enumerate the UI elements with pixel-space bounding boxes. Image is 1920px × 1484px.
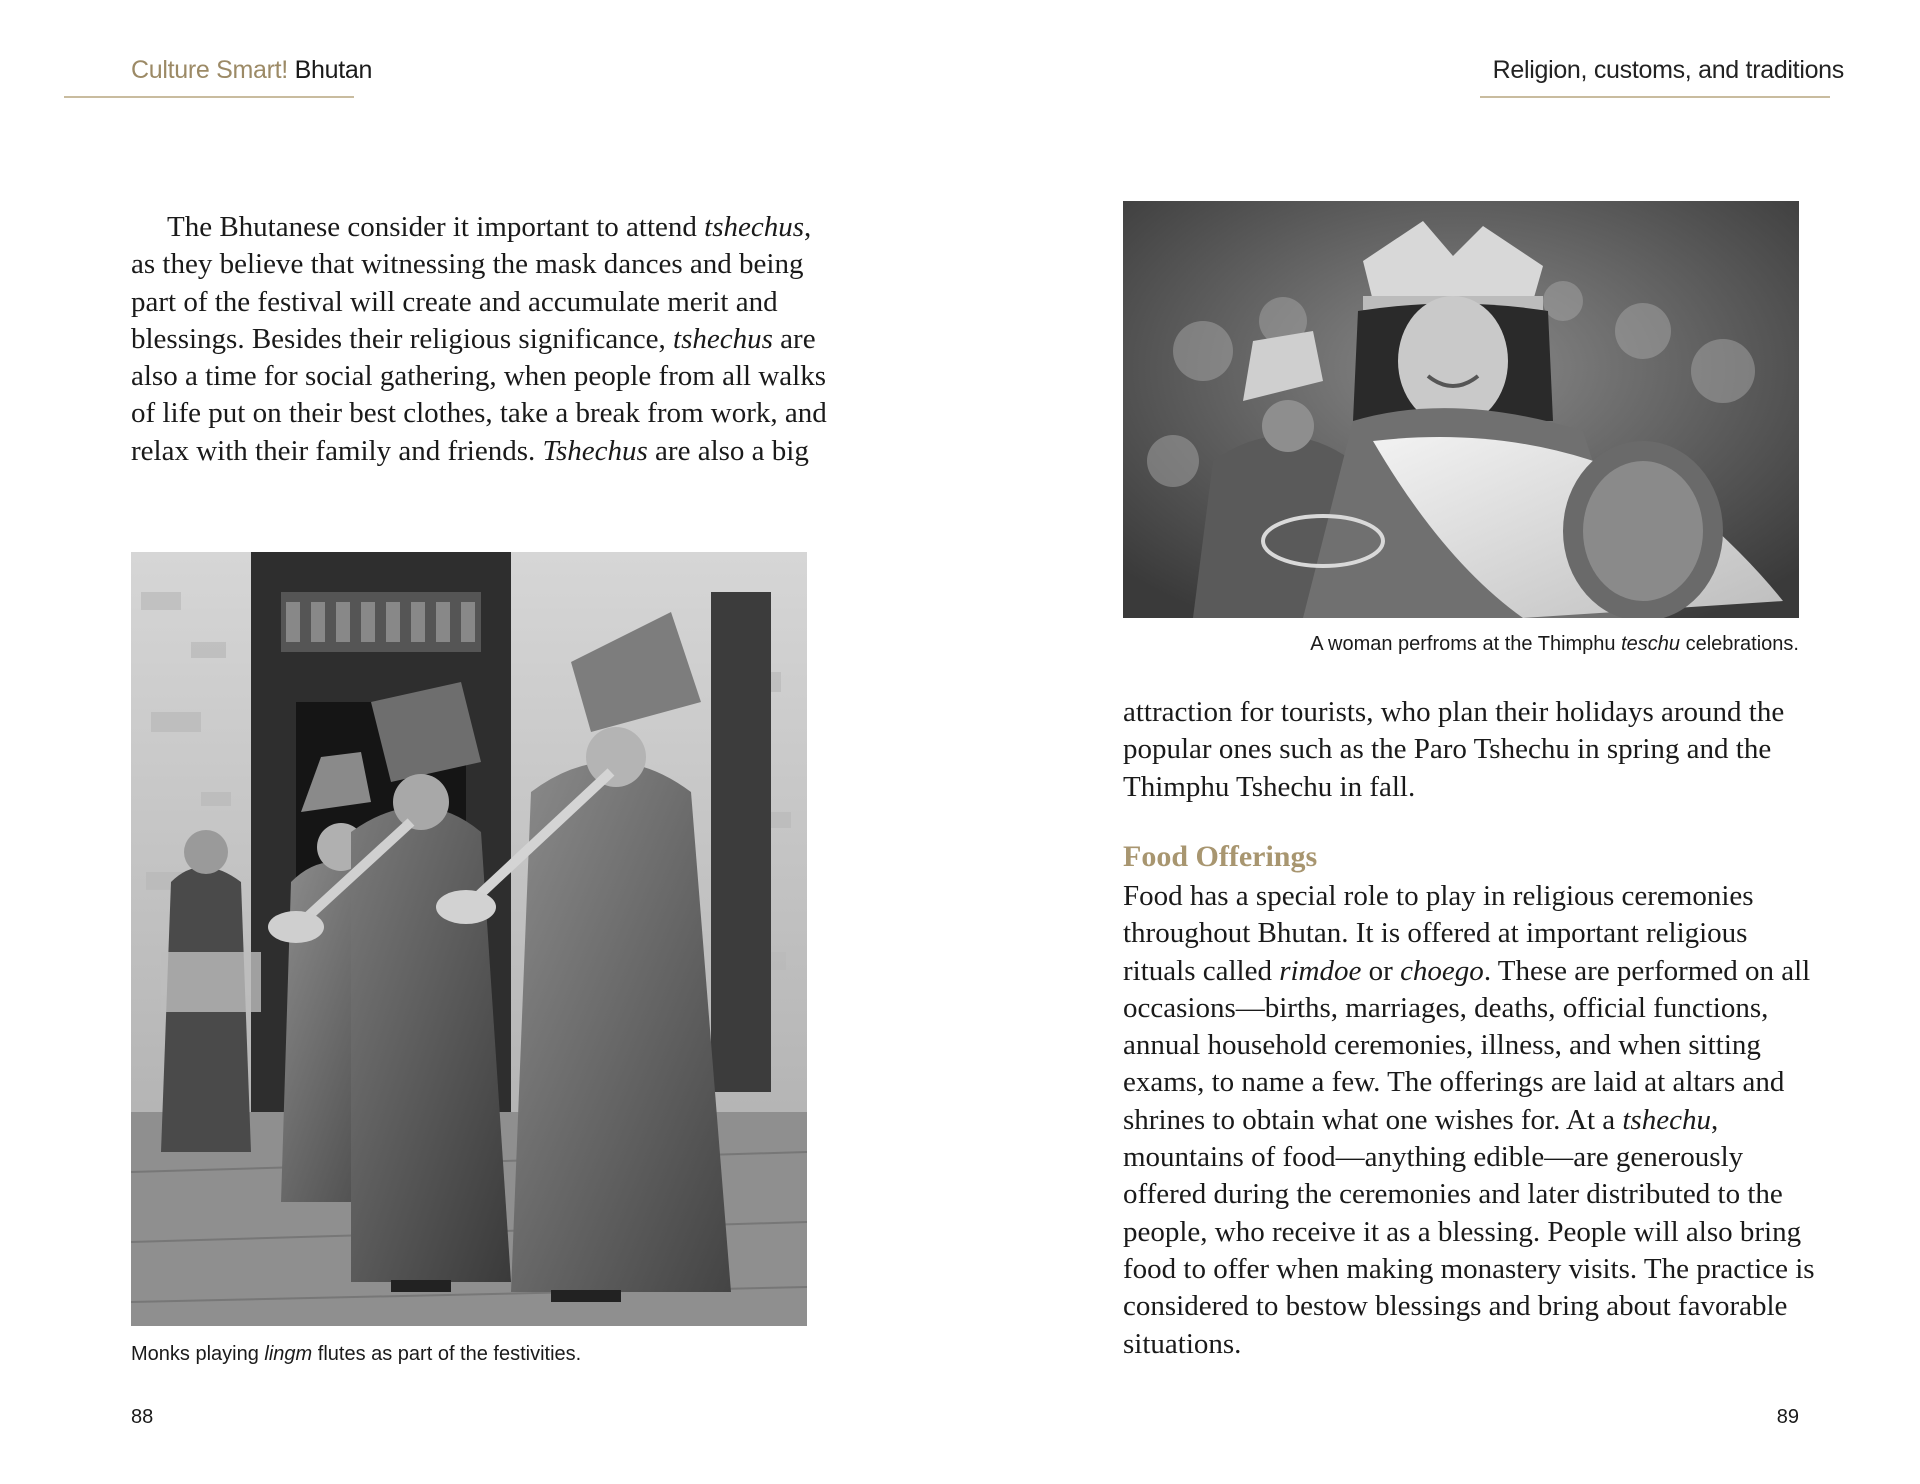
- caption-italic-term: teschu: [1621, 633, 1681, 655]
- running-head-book-title: [131, 56, 372, 85]
- header-rule: [64, 96, 354, 98]
- section-heading: Food Offerings: [1123, 840, 1318, 873]
- text-run: . These are performed on all occasions—births, marriages, deaths, official functions, annual household ceremonies, illness, and when sitting exams, to name a few. The offerings are laid at altars and shrines to obtain what one wishes for. At a: [1123, 954, 1811, 1136]
- italic-term: Tshechus: [542, 434, 648, 467]
- italic-term: rimdoe: [1279, 954, 1362, 987]
- right-page: [960, 0, 1920, 1484]
- body-paragraph: [1123, 878, 1823, 1363]
- caption-italic-term: lingm: [264, 1343, 313, 1365]
- dancer-photo: [1123, 201, 1799, 618]
- italic-term: tshechus: [673, 322, 773, 355]
- photo-caption: [1310, 633, 1799, 656]
- text-run: , as they believe that witnessing the mask dances and being part of the festival will create and accumulate merit and blessings. Besides their religious significance,: [131, 211, 812, 355]
- caption-text-end: flutes as part of the festivities.: [312, 1343, 582, 1365]
- text-run: or: [1361, 954, 1401, 987]
- italic-term: choego: [1400, 954, 1484, 987]
- header-rule: [1480, 96, 1830, 98]
- text-run: Food has a special role to play in religious ceremonies throughout Bhutan. It is offered at important religious rituals called: [1123, 880, 1754, 987]
- text-run: are also a big: [647, 434, 809, 467]
- italic-term: tshechus: [704, 211, 805, 243]
- dancer-illustration: [1123, 201, 1799, 618]
- running-head-chapter: Religion, customs, and traditions: [1492, 56, 1844, 84]
- text-run: , mountains of food—anything edible—are generously offered during the ceremonies and later distributed to the people, who receive it as a blessing. People will also bring food to offer when making monastery visits. The practice is considered to bestow blessings and bring about favorable situations.: [1123, 1103, 1815, 1360]
- caption-text: Monks playing: [131, 1343, 265, 1365]
- page-number: 89: [1776, 1406, 1799, 1428]
- text-run: attraction for tourists, who plan their holidays around the popular ones such as the Paro Tshechu in spring and the Thimphu Tshechu in fall.: [1123, 696, 1785, 803]
- caption-text: A woman perfroms at the Thimphu: [1310, 633, 1622, 655]
- text-run: are also a time for social gathering, when people from all walks of life put on their best clothes, take a break from work, and relax with their family and friends.: [131, 322, 827, 467]
- caption-text-end: celebrations.: [1680, 633, 1799, 655]
- text-run: The Bhutanese consider it important to attend: [167, 211, 705, 243]
- body-paragraph: [131, 209, 831, 470]
- monks-photo: [131, 552, 807, 1326]
- page-number: 88: [131, 1406, 154, 1428]
- book-name: Bhutan: [294, 56, 373, 84]
- monks-illustration: [131, 552, 807, 1326]
- series-name: Culture Smart!: [131, 56, 288, 84]
- italic-term: tshechu: [1622, 1103, 1711, 1136]
- photo-caption: [131, 1343, 581, 1366]
- continued-paragraph: [1123, 694, 1823, 806]
